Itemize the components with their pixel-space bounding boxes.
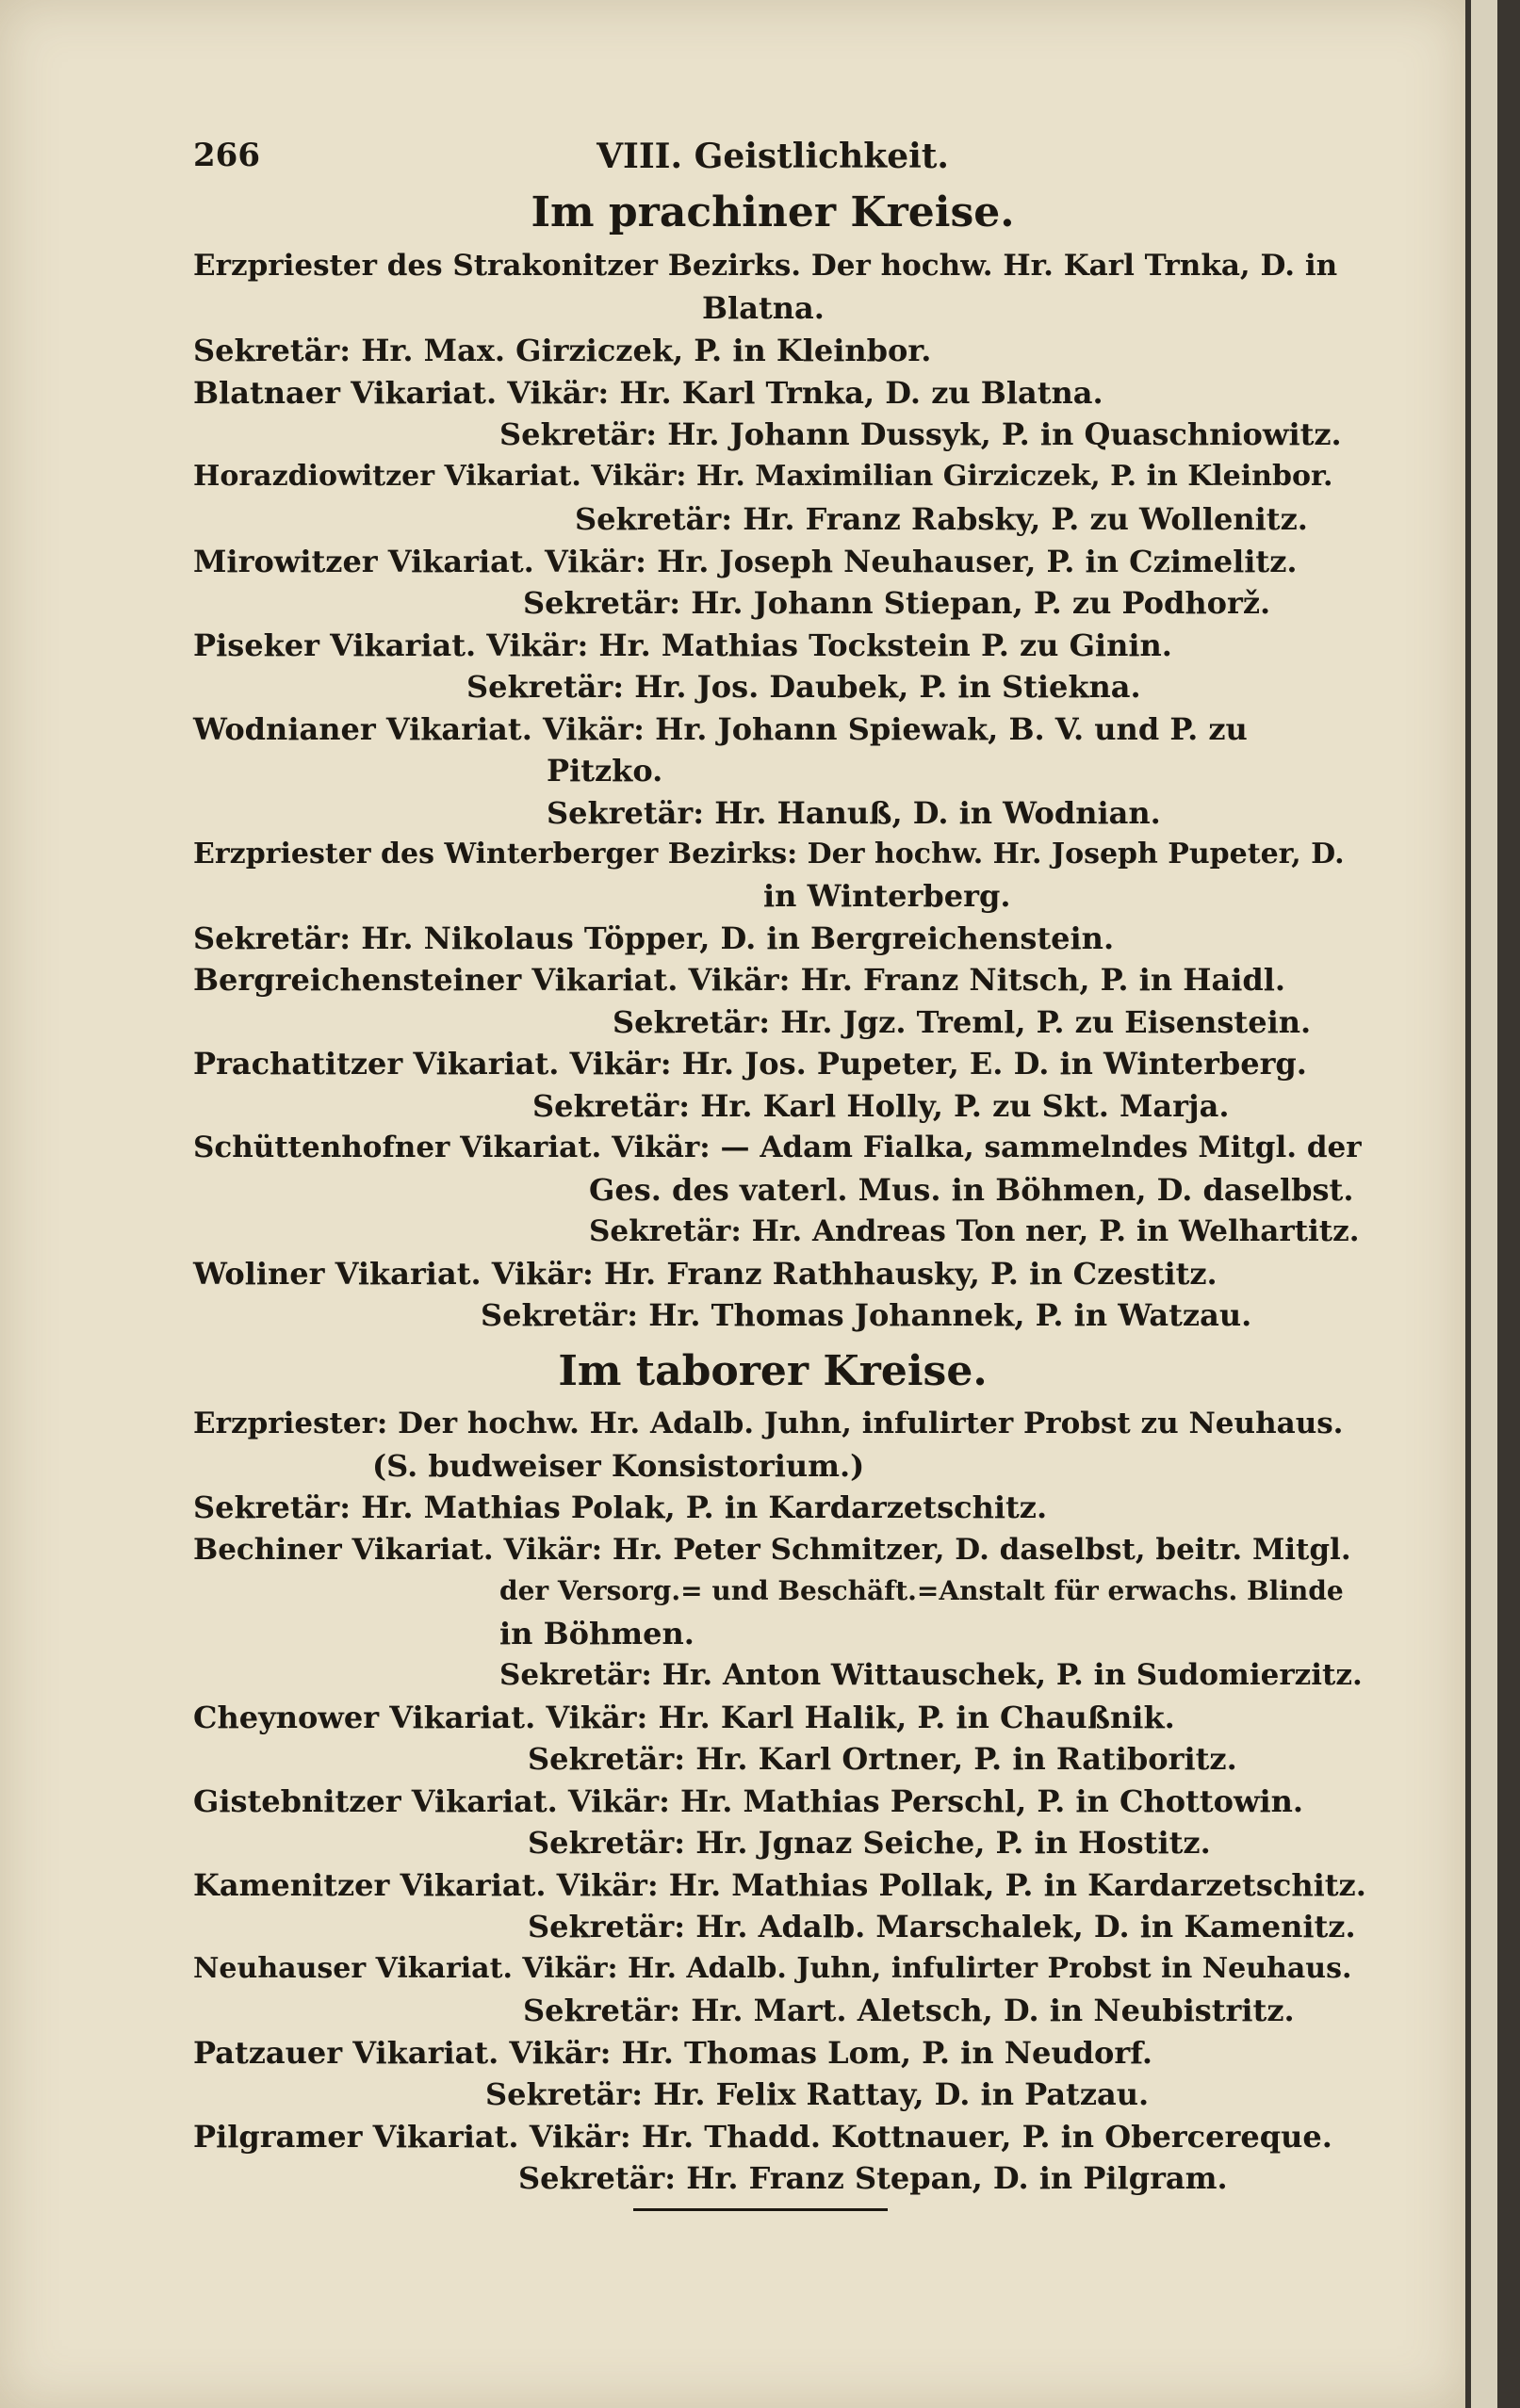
text-line: Wodnianer Vikariat. Vikär: Hr. Johann Spiewak, B. V. und P. zu: [193, 711, 1248, 747]
text-line: in Winterberg.: [763, 878, 1011, 914]
text-line: Mirowitzer Vikariat. Vikär: Hr. Joseph Neuhauser, P. in Czimelitz.: [193, 544, 1298, 579]
text-line: Blatna.: [702, 290, 825, 326]
text-line: Schüttenhofner Vikariat. Vikär: — Adam Fialka, sammelndes Mitgl. der: [193, 1131, 1362, 1164]
text-line: Sekretär: Hr. Karl Ortner, P. in Ratiboritz.: [528, 1741, 1237, 1777]
text-line: Horazdiowitzer Vikariat. Vikär: Hr. Maximilian Girziczek, P. in Kleinbor.: [193, 460, 1333, 493]
text-line: Patzauer Vikariat. Vikär: Hr. Thomas Lom, P. in Neudorf.: [193, 2035, 1152, 2071]
text-line: Woliner Vikariat. Vikär: Hr. Franz Rathhausky, P. in Czestitz.: [193, 1256, 1218, 1292]
text-line: Sekretär: Hr. Andreas Ton ner, P. in Welhartitz.: [589, 1214, 1360, 1248]
text-line: Erzpriester: Der hochw. Hr. Adalb. Juhn, infulirter Probst zu Neuhaus.: [193, 1407, 1344, 1440]
text-line: Bechiner Vikariat. Vikär: Hr. Peter Schmitzer, D. daselbst, beitr. Mitgl.: [193, 1533, 1351, 1567]
section-title-tabor: Im taborer Kreise.: [558, 1347, 988, 1395]
text-line: Erzpriester des Strakonitzer Bezirks. Der hochw. Hr. Karl Trnka, D. in: [193, 249, 1338, 283]
running-title: VIII. Geistlichkeit.: [597, 137, 949, 176]
text-line: Blatnaer Vikariat. Vikär: Hr. Karl Trnka, D. zu Blatna.: [193, 375, 1103, 411]
text-line: Erzpriester des Winterberger Bezirks: Der hochw. Hr. Joseph Pupeter, D.: [193, 838, 1345, 870]
text-line: Pilgramer Vikariat. Vikär: Hr. Thadd. Kottnauer, P. in Obercereque.: [193, 2119, 1332, 2155]
text-line: der Versorg.= und Beschäft.=Anstalt für erwachs. Blinde: [499, 1575, 1344, 1606]
text-line: Sekretär: Hr. Felix Rattay, D. in Patzau.: [485, 2076, 1150, 2112]
text-line: Prachatitzer Vikariat. Vikär: Hr. Jos. Pupeter, E. D. in Winterberg.: [193, 1046, 1307, 1082]
closing-rule: [633, 2208, 888, 2211]
page-header: [193, 137, 1352, 184]
text-line: Sekretär: Hr. Johann Stiepan, P. zu Podhorž.: [523, 585, 1271, 621]
text-line: (S. budweiser Konsistorium.): [372, 1448, 865, 1484]
text-line: Cheynower Vikariat. Vikär: Hr. Karl Halik, P. in Chaußnik.: [193, 1700, 1175, 1735]
text-line: Sekretär: Hr. Mathias Polak, P. in Kardarzetschitz.: [193, 1489, 1048, 1525]
text-line: Sekretär: Hr. Franz Rabsky, P. zu Wollenitz.: [575, 501, 1308, 537]
text-line: Sekretär: Hr. Jgnaz Seiche, P. in Hostitz.: [528, 1825, 1211, 1861]
page-number: 266: [193, 137, 260, 174]
text-line: Ges. des vaterl. Mus. in Böhmen, D. daselbst.: [589, 1172, 1354, 1208]
text-line: Gistebnitzer Vikariat. Vikär: Hr. Mathias Perschl, P. in Chottowin.: [193, 1783, 1304, 1819]
text-line: Sekretär: Hr. Max. Girziczek, P. in Kleinbor.: [193, 333, 932, 368]
text-line: Pitzko.: [547, 753, 663, 789]
text-line: Sekretär: Hr. Nikolaus Töpper, D. in Bergreichenstein.: [193, 920, 1115, 956]
text-line: Sekretär: Hr. Anton Wittauschek, P. in Sudomierzitz.: [499, 1658, 1363, 1692]
text-line: Piseker Vikariat. Vikär: Hr. Mathias Tockstein P. zu Ginin.: [193, 627, 1172, 663]
text-line: Sekretär: Hr. Hanuß, D. in Wodnian.: [547, 795, 1161, 831]
text-line: Sekretär: Hr. Jgz. Treml, P. zu Eisenstein.: [613, 1004, 1312, 1040]
text-line: Sekretär: Hr. Franz Stepan, D. in Pilgram.: [518, 2160, 1228, 2196]
text-line: Sekretär: Hr. Karl Holly, P. zu Skt. Marja.: [532, 1088, 1230, 1124]
text-line: Bergreichensteiner Vikariat. Vikär: Hr. Franz Nitsch, P. in Haidl.: [193, 962, 1286, 998]
text-line: Sekretär: Hr. Johann Dussyk, P. in Quaschniowitz.: [499, 416, 1342, 452]
text-line: Sekretär: Hr. Mart. Aletsch, D. in Neubistritz.: [523, 1993, 1295, 2028]
text-line: Sekretär: Hr. Jos. Daubek, P. in Stiekna.: [466, 669, 1141, 705]
text-line: Neuhauser Vikariat. Vikär: Hr. Adalb. Juhn, infulirter Probst in Neuhaus.: [193, 1952, 1352, 1985]
next-page-edge: [1471, 0, 1497, 2408]
book-gutter: [1465, 0, 1520, 2408]
text-line: Sekretär: Hr. Adalb. Marschalek, D. in Kamenitz.: [528, 1909, 1356, 1944]
section-title-prachin: Im prachiner Kreise.: [531, 188, 1015, 236]
text-line: in Böhmen.: [499, 1616, 695, 1651]
text-line: Sekretär: Hr. Thomas Johannek, P. in Watzau.: [481, 1297, 1252, 1333]
text-line: Kamenitzer Vikariat. Vikär: Hr. Mathias Pollak, P. in Kardarzetschitz.: [193, 1867, 1366, 1903]
